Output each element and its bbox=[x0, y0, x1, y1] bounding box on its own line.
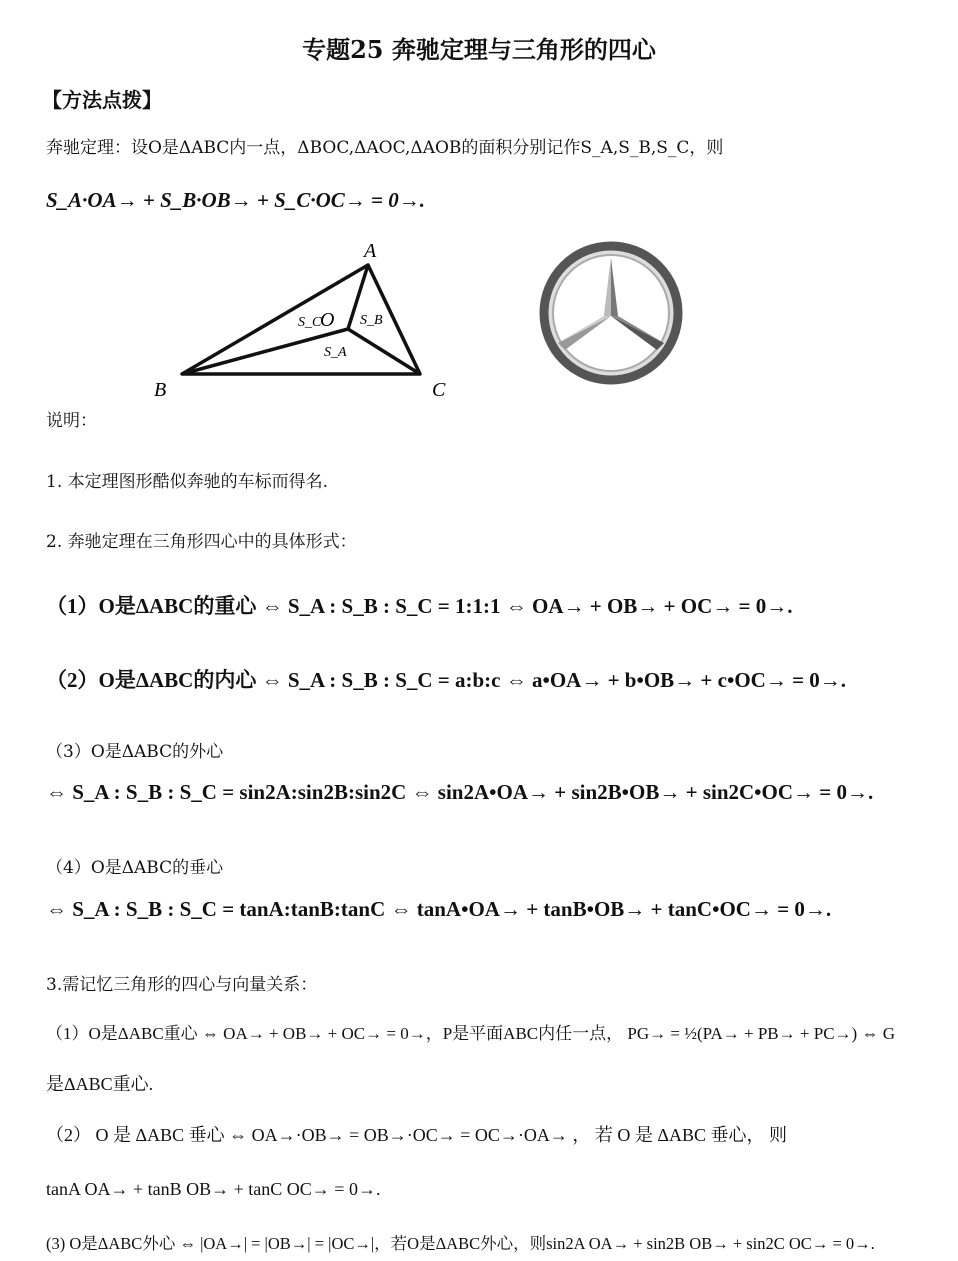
vertex-c-label: C bbox=[432, 379, 446, 401]
form-incenter: （2）O是ΔABC的内心 ⇔ S_A : S_B : S_C = a:b:c ⇔ a•OA→ + b•OB→ + c•OC→ = 0→. bbox=[46, 668, 847, 692]
note-1: 1. 本定理图形酷似奔驰的车标而得名. bbox=[46, 472, 329, 492]
mercedes-logo-icon bbox=[538, 240, 684, 386]
memory-orthocenter-line1: （2） O 是 ΔABC 垂心 ⇔ OA→·OB→ = OB→·OC→ = OC→·OA→ ， 若 O 是 ΔABC 垂心， 则 bbox=[46, 1125, 787, 1145]
area-a-label: S_A bbox=[324, 345, 347, 360]
triangle-diagram bbox=[140, 232, 470, 407]
form-orthocenter-head: （4）O是ΔABC的垂心 bbox=[46, 858, 224, 878]
form-orthocenter-body: ⇔ S_A : S_B : S_C = tanA:tanB:tanC ⇔ tanA•OA→ + tanB•OB→ + tanC•OC→ = 0→. bbox=[46, 897, 832, 921]
theorem-formula: S_A·OA→ + S_B·OB→ + S_C·OC→ = 0→. bbox=[46, 188, 425, 212]
vertex-a-label: A bbox=[364, 240, 377, 262]
note-2: 2. 奔驰定理在三角形四心中的具体形式： bbox=[46, 532, 357, 552]
area-b-label: S_B bbox=[360, 313, 383, 328]
memory-centroid-line1: （1）O是ΔABC重心 ⇔ OA→ + OB→ + OC→ = 0→，P是平面ABC内任一点， PG→ = ½(PA→ + PB→ + PC→) ⇔ G bbox=[46, 1024, 895, 1043]
form-centroid: （1）O是ΔABC的重心 ⇔ S_A : S_B : S_C = 1:1:1 ⇔ OA→ + OB→ + OC→ = 0→. bbox=[46, 594, 793, 618]
method-heading: 【方法点拨】 bbox=[42, 88, 162, 112]
vertex-b-label: B bbox=[154, 379, 167, 401]
memory-centroid-line2: 是ΔABC重心. bbox=[46, 1074, 154, 1094]
center-o-label: O bbox=[320, 309, 335, 331]
explain-label: 说明： bbox=[46, 411, 97, 431]
theorem-intro: 奔驰定理：设O是ΔABC内一点，ΔBOC,ΔAOC,ΔAOB的面积分别记作S_A,S_B,S_C，则 bbox=[46, 138, 724, 158]
page-title: 专题25 奔驰定理与三角形的四心 bbox=[302, 35, 656, 64]
memory-orthocenter-line2: tanA OA→ + tanB OB→ + tanC OC→ = 0→. bbox=[46, 1179, 381, 1199]
area-c-label: S_C bbox=[298, 315, 322, 330]
form-circumcenter-body: ⇔ S_A : S_B : S_C = sin2A:sin2B:sin2C ⇔ sin2A•OA→ + sin2B•OB→ + sin2C•OC→ = 0→. bbox=[46, 780, 874, 804]
memory-heading: 3.需记忆三角形的四心与向量关系： bbox=[46, 975, 318, 995]
form-circumcenter-head: （3）O是ΔABC的外心 bbox=[46, 742, 224, 762]
memory-circumcenter-line: (3) O是ΔABC外心 ⇔ |OA→| = |OB→| = |OC→|，若O是ΔABC外心，则sin2A OA→ + sin2B OB→ + sin2C OC→ = 0→. bbox=[46, 1234, 875, 1253]
